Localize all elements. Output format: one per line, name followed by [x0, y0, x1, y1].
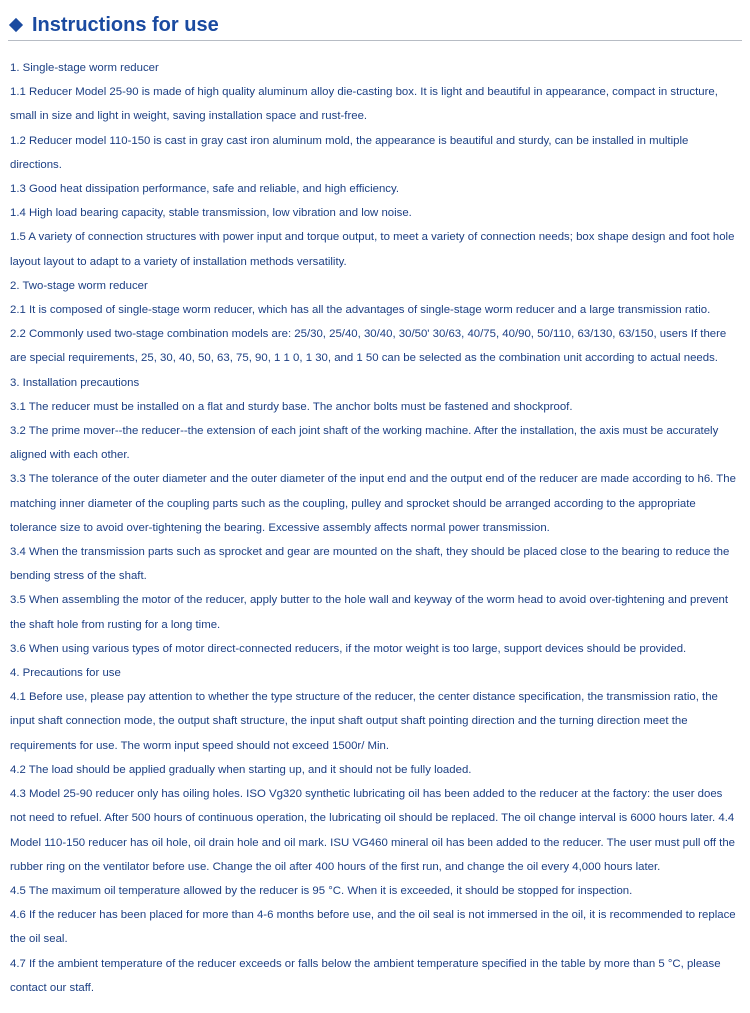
- instruction-3-4: 3.4 When the transmission parts such as sprocket and gear are mounted on the shaft, they should be placed close to the bearing to reduce the bending stress of the shaft.: [10, 546, 730, 583]
- header-divider: [8, 40, 742, 41]
- instruction-1-3: 1.3 Good heat dissipation performance, safe and reliable, and high efficiency.: [10, 183, 400, 196]
- section-heading-4: 4. Precautions for use: [10, 667, 121, 680]
- instruction-3-1: 3.1 The reducer must be installed on a flat and sturdy base. The anchor bolts must be fastened and shockproof.: [10, 400, 573, 413]
- instruction-2-2: 2.2 Commonly used two-stage combination models are: 25/30, 25/40, 30/40, 30/50' 30/63, 40/75, 40/90, 50/110, 63/130, 63/150, users If there are special requirements, 25, 30, 40, 50, 63, 75, 90, 1 1 0, 1 30, and 1 50 can be selected as the combination unit according to actual needs.: [10, 328, 727, 365]
- instruction-3-5: 3.5 When assembling the motor of the reducer, apply butter to the hole wall and keyway of the worm head to avoid over-tightening and prevent the shaft hole from rusting for a long time.: [10, 594, 729, 631]
- instruction-1-5: 1.5 A variety of connection structures with power input and torque output, to meet a variety of connection needs; box shape design and foot hole layout layout to adapt to a variety of installation methods versatility.: [10, 231, 735, 268]
- instruction-3-2: 3.2 The prime mover--the reducer--the extension of each joint shaft of the working machine. After the installation, the axis must be accurately aligned with each other.: [10, 425, 719, 462]
- instruction-4-6: 4.6 If the reducer has been placed for more than 4-6 months before use, and the oil seal is not immersed in the oil, it is recommended to replace the oil seal.: [10, 909, 736, 946]
- instruction-1-1: 1.1 Reducer Model 25-90 is made of high quality aluminum alloy die-casting box. It is light and beautiful in appearance, compact in structure, small in size and light in weight, saving installation space and rust-free.: [10, 86, 718, 123]
- diamond-bullet-icon: [9, 18, 23, 32]
- instruction-1-2: 1.2 Reducer model 110-150 is cast in gray cast iron aluminum mold, the appearance is beautiful and sturdy, can be installed in multiple directions.: [10, 134, 689, 171]
- page-title: Instructions for use: [32, 14, 219, 36]
- instruction-2-1: 2.1 It is composed of single-stage worm reducer, which has all the advantages of single-stage worm reducer and a large transmission ratio.: [10, 304, 711, 317]
- section-heading-1: 1. Single-stage worm reducer: [10, 62, 159, 74]
- section-header: [0, 0, 750, 42]
- instruction-4-3: 4.3 Model 25-90 reducer only has oiling holes. ISO Vg320 synthetic lubricating oil has been added to the reducer at the factory: the user does not need to refuel. After 500 hours of continuous operation, the lubricating oil should be replaced. The oil change interval is 6000 hours later. 4.4 Model 110-150 reducer has oil hole, oil drain hole and oil mark. ISU VG460 mineral oil has been added to the reducer. The user must pull off the rubber ring on the ventilator before use. Change the oil after 400 hours of the first run, and change the oil every 4,000 hours later.: [10, 788, 736, 873]
- instruction-4-1: 4.1 Before use, please pay attention to whether the type structure of the reducer, the center distance specification, the transmission ratio, the input shaft connection mode, the output shaft structure, the input shaft output shaft pointing direction and the turning direction meet the requirements for use. The worm input speed should not exceed 1500r/ Min.: [10, 691, 718, 752]
- instruction-3-6: 3.6 When using various types of motor direct-connected reducers, if the motor weight is too large, support devices should be provided.: [10, 642, 687, 655]
- instructions-body: [10, 56, 740, 1000]
- instruction-3-3: 3.3 The tolerance of the outer diameter and the outer diameter of the input end and the output end of the reducer are made according to h6. The matching inner diameter of the coupling parts such as the coupling, pulley and sprocket should be arranged according to the appropriate tolerance size to avoid over-tightening the bearing. Excessive assembly affects normal power transmission.: [10, 473, 736, 534]
- section-heading-3: 3. Installation precautions: [10, 376, 140, 389]
- instruction-1-4: 1.4 High load bearing capacity, stable transmission, low vibration and low noise.: [10, 207, 412, 220]
- instruction-4-7: 4.7 If the ambient temperature of the reducer exceeds or falls below the ambient temperature specified in the table by more than 5 °C, please contact our staff.: [10, 957, 721, 994]
- instruction-4-2: 4.2 The load should be applied gradually when starting up, and it should not be fully loaded.: [10, 763, 472, 776]
- section-heading-2: 2. Two-stage worm reducer: [10, 279, 148, 292]
- instruction-4-5: 4.5 The maximum oil temperature allowed by the reducer is 95 °C. When it is exceeded, it should be stopped for inspection.: [10, 884, 633, 897]
